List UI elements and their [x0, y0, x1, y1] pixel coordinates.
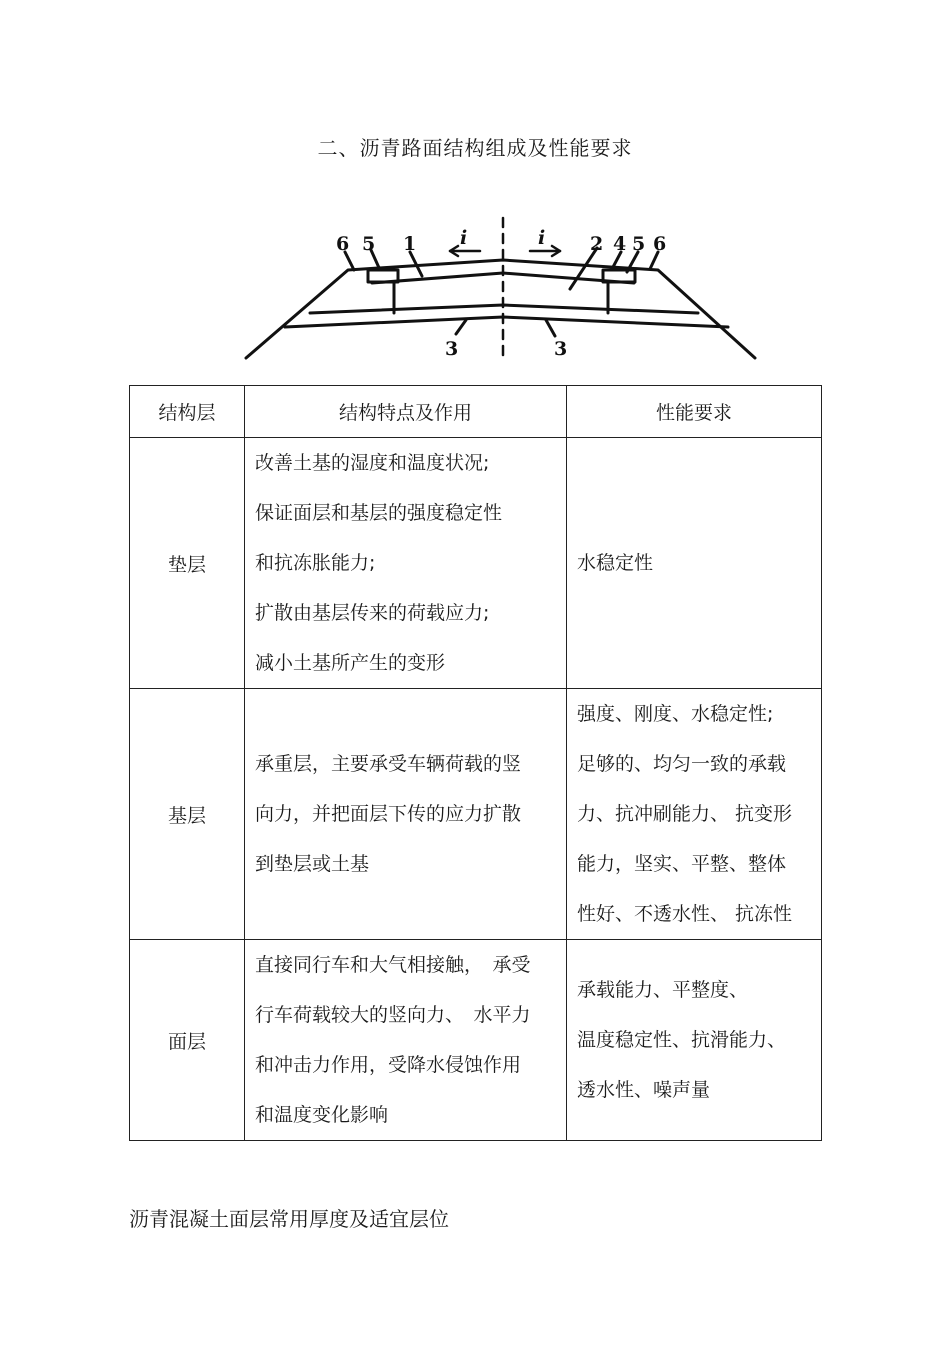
table-header-row [130, 386, 822, 438]
requirement-line: 温度稳定性、抗滑能力、 [577, 1029, 787, 1051]
label-6-left: 6 [336, 233, 350, 255]
slope-label-right: i [538, 227, 546, 249]
label-4: 4 [613, 233, 627, 255]
requirement-line: 能力，坚实、平整、整体 [577, 853, 787, 875]
requirement-line: 强度、刚度、水稳定性; [577, 703, 774, 725]
requirement-line: 透水性、噪声量 [577, 1079, 711, 1101]
feature-line: 和冲击力作用，受降水侵蚀作用 [255, 1054, 522, 1076]
cross-section-svg [240, 212, 760, 362]
feature-line: 行车荷载较大的竖向力、 水平力 [255, 1004, 531, 1026]
feature-line: 承重层，主要承受车辆荷载的竖 [255, 753, 522, 775]
features-cell [245, 438, 567, 689]
features-cell [245, 940, 567, 1141]
subsection-heading: 沥青混凝土面层常用厚度及适宜层位 [129, 1207, 449, 1231]
cushion-layer-bottom [285, 317, 728, 327]
feature-line: 减小土基所产生的变形 [255, 652, 446, 674]
slope-label-left: i [460, 227, 468, 249]
feature-line: 直接同行车和大气相接触， 承受 [255, 954, 531, 976]
label-6-right: 6 [653, 233, 667, 255]
layer-name: 垫层 [130, 438, 245, 689]
structure-layer-table [129, 385, 822, 1141]
section-title: 二、沥青路面结构组成及性能要求 [317, 136, 633, 160]
header-features: 结构特点及作用 [245, 386, 567, 438]
requirements-cell [567, 689, 822, 940]
label-3-left: 3 [445, 338, 459, 360]
feature-line: 向力，并把面层下传的应力扩散 [255, 803, 522, 825]
label-5-left: 5 [362, 233, 376, 255]
table-row [130, 689, 822, 940]
header-layer: 结构层 [130, 386, 245, 438]
label-1: 1 [403, 233, 417, 255]
requirements-cell [567, 438, 822, 689]
features-cell [245, 689, 567, 940]
requirement-line: 承载能力、平整度、 [577, 979, 749, 1001]
requirement-line: 水稳定性 [577, 552, 654, 574]
embankment-outline [246, 260, 755, 358]
header-requirements: 性能要求 [567, 386, 822, 438]
table-row [130, 438, 822, 689]
requirement-line: 性好、不透水性、 抗冻性 [577, 903, 793, 925]
table-row [130, 940, 822, 1141]
layer-name: 面层 [130, 940, 245, 1141]
requirement-line: 足够的、均匀一致的承载 [577, 753, 787, 775]
feature-line: 到垫层或土基 [255, 853, 370, 875]
feature-line: 和抗冻胀能力; [255, 552, 376, 574]
feature-line: 保证面层和基层的强度稳定性 [255, 502, 503, 524]
feature-line: 扩散由基层传来的荷载应力; [255, 602, 490, 624]
feature-line: 改善土基的湿度和温度状况; [255, 452, 490, 474]
pavement-cross-section-diagram [240, 212, 760, 362]
requirement-line: 力、抗冲刷能力、 抗变形 [577, 803, 793, 825]
layer-name: 基层 [130, 689, 245, 940]
requirements-cell [567, 940, 822, 1141]
label-5-right: 5 [632, 233, 646, 255]
feature-line: 和温度变化影响 [255, 1104, 389, 1126]
label-3-right: 3 [554, 338, 568, 360]
label-2: 2 [590, 233, 604, 255]
